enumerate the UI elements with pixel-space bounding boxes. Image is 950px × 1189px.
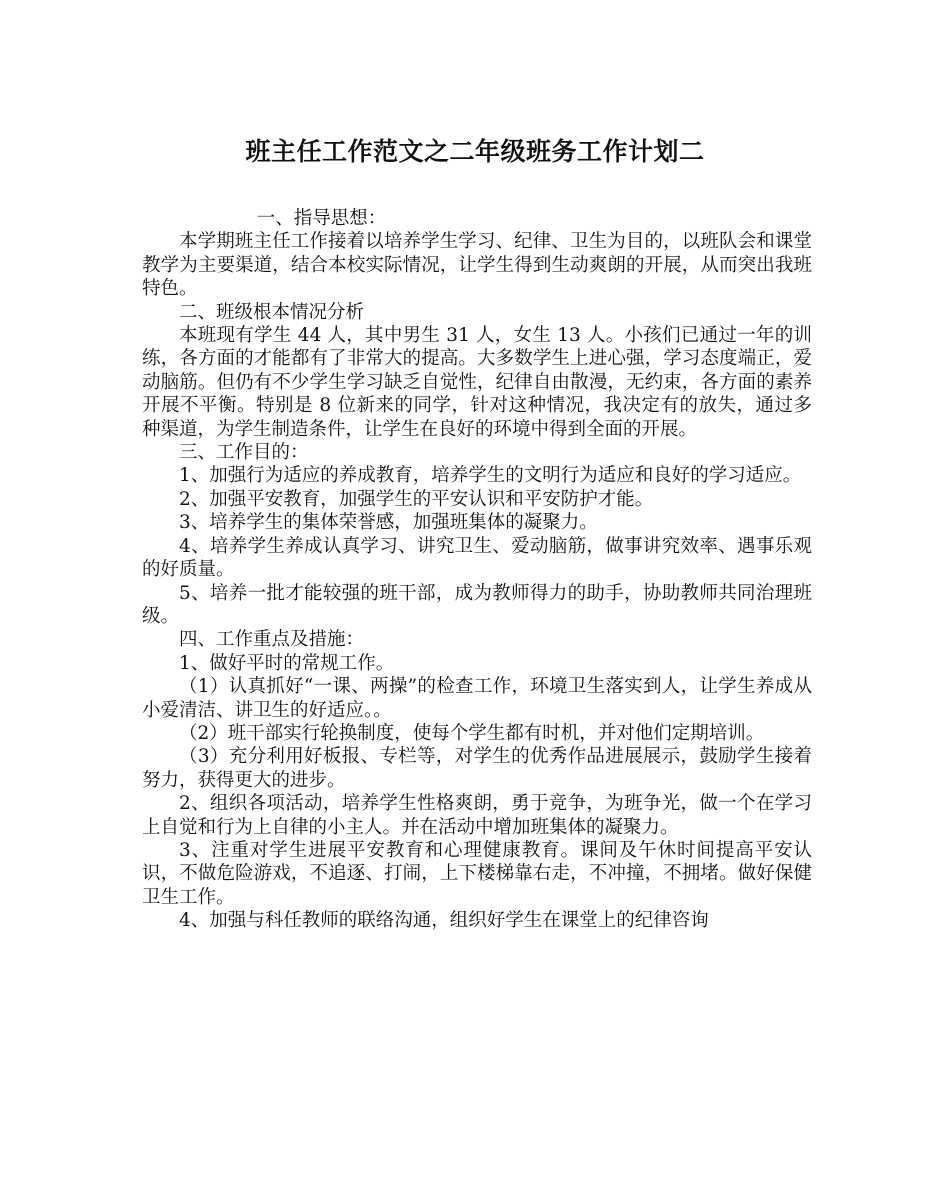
paragraph-class-analysis: 本班现有学生 44 人，其中男生 31 人，女生 13 人。小孩们已通过一年的训练，各方面的才能都有了非常大的提高。大多数学生上进心强，学习态度端正，爱动脑筋。但仍有不少学生学习缺乏自觉性，纪律自由散漫，无约束，各方面的素养开展不平衡。特别是 8 位新来的同学，针对这种情况，我决定有的放失，通过多种渠道，为学生制造条件，让学生在良好的环境中得到全面的开展。 (142, 325, 812, 440)
goal-item-3: 3、培养学生的集体荣誉感，加强班集体的凝聚力。 (179, 512, 598, 534)
measure-item-2: 2、组织各项活动，培养学生性格爽朗，勇于竞争，为班争光，做一个在学习上自觉和行为上自律的小主人。并在活动中增加班集体的凝聚力。 (142, 793, 812, 838)
goal-item-4: 4、培养学生养成认真学习、讲究卫生、爱动脑筋，做事讲究效率、遇事乐观的好质量。 (142, 535, 812, 581)
document-title: 班主任工作范文之二年级班务工作计划二 (245, 137, 705, 166)
section-heading-class-analysis: 二、班级根本情况分析 (179, 301, 365, 323)
measure-subitem-1: （1）认真抓好“一课、两操”的检查工作，环境卫生落实到人，让学生养成从小爱清洁、讲卫生的好适应。。 (142, 676, 812, 721)
section-heading-guiding-thought: 一、指导思想： (256, 208, 387, 229)
paragraph-guiding-thought: 本学期班主任工作接着以培养学生学习、纪律、卫生为目的，以班队会和课堂教学为主要渠道，结合本校实际情况，让学生得到生动爽朗的开展，从而突出我班特色。 (142, 231, 812, 300)
measure-subitem-3: （3）充分利用好板报、专栏等，对学生的优秀作品进展展示，鼓励学生接着努力，获得更大的进步。 (142, 746, 812, 791)
measure-item-1: 1、做好平时的常规工作。 (179, 652, 395, 674)
goal-item-2: 2、加强平安教育，加强学生的平安认识和平安防护才能。 (179, 488, 654, 510)
measure-item-4: 4、加强与科任教师的联络沟通，组织好学生在课堂上的纪律咨询 (179, 910, 709, 932)
section-heading-work-goals: 三、工作目的： (179, 442, 309, 464)
document-body (142, 207, 812, 933)
measure-item-3: 3、注重对学生进展平安教育和心理健康教育。课间及午休时间提高平安认识，不做危险游戏，不追逐、打闹，上下楼梯靠右走，不冲撞，不拥堵。做好保健卫生工作。 (142, 839, 812, 908)
goal-item-5: 5、培养一批才能较强的班干部，成为教师得力的助手，协助教师共同治理班级。 (142, 582, 812, 627)
section-heading-key-measures: 四、工作重点及措施： (179, 629, 365, 651)
goal-item-1: 1、加强行为适应的养成教育，培养学生的文明行为适应和良好的学习适应。 (179, 465, 802, 487)
measure-subitem-2: （2）班干部实行轮换制度，使每个学生都有时机，并对他们定期培训。 (179, 722, 765, 744)
